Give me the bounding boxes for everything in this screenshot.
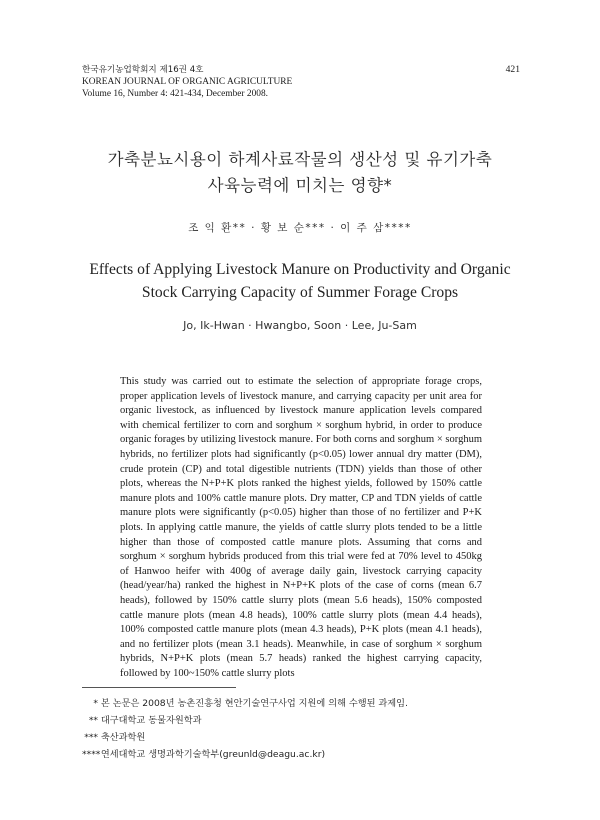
footnote-affiliation-1 — [82, 712, 408, 729]
footnote-mark: ** — [88, 715, 98, 726]
footnote-divider — [82, 687, 236, 688]
footnotes — [82, 695, 408, 763]
title-korean-line2: 사육능력에 미치는 영향* — [207, 176, 393, 195]
journal-volume: Volume 16, Number 4: 421-434, December 2008. — [82, 89, 268, 99]
title-english-line1: Effects of Applying Livestock Manure on Productivity and Organic — [89, 261, 511, 278]
journal-name-english: KOREAN JOURNAL OF ORGANIC AGRICULTURE — [82, 77, 293, 87]
title-english — [60, 258, 540, 304]
footnote-text: 연세대학교 생명과학기술학부(greunld@deagu.ac.kr) — [100, 749, 326, 760]
title-english-line2: Stock Carrying Capacity of Summer Forage Crops — [141, 284, 459, 301]
footnote-funding — [82, 695, 408, 712]
authors-english: Jo, Ik-Hwan · Hwangbo, Soon · Lee, Ju-Sam — [183, 319, 417, 332]
authors-korean: 조 익 환** · 황 보 순*** · 이 주 삼**** — [188, 222, 412, 234]
footnote-affiliation-3 — [82, 746, 408, 763]
page-number: 421 — [505, 64, 520, 75]
footnote-mark: *** — [84, 732, 98, 743]
footnote-text: 대구대학교 동물자원학과 — [100, 715, 202, 726]
title-korean — [0, 147, 600, 199]
footnote-mark: **** — [82, 749, 101, 760]
footnote-text: 본 논문은 2008년 농촌진흥청 현안기술연구사업 지원에 의해 수행된 과제임. — [100, 698, 408, 709]
journal-header — [82, 64, 292, 100]
footnote-mark: * — [93, 698, 98, 709]
abstract-text: This study was carried out to estimate the selection of appropriate forage crops, proper application levels of livestock manure, and carrying capacity per unit area for organic livestock, as influenced by livestock manure application levels compared with chemical fertilizer to corn and sorghum × sorghum hybrid, in order to produce organic forages by utilizing livestock manure. For both corns and sorghum × sorghum hybrids, no fertilizer plots had significantly (p<0.05) lower annual dry matter (DM), crude protein (CP) and total digestible nutrients (TDN) yields than those of other plots, whereas the N+P+K plots ranked the highest yields, followed by 150% cattle manure plots and 100% cattle manure plots. Dry matter, CP and TDN yields of cattle manure plots were significantly (p<0.05) higher than those of no fertilizer and P+K plots. In applying cattle manure, the yields of cattle slurry plots tended to be a little higher than those of composted cattle manure plots. Assuming that corns and sorghum × sorghum hybrids produced from this trial were fed at 70% level to 450kg of Hanwoo heifer with 400g of average daily gain, livestock carrying capacity (head/year/ha) ranked the highest in N+P+K plots of the case of corns (mean 6.7 heads), followed by 150% cattle slurry plots (mean 5.6 heads), 150% composted cattle manure plots (mean 4.8 heads), 100% cattle slurry plots (mean 4.4 heads), 100% composted cattle manure plots (mean 4.3 heads), P+K plots (mean 4.1 heads), and no fertilizer plots (mean 3.1 heads). Meanwhile, in case of sorghum × sorghum hybrids, N+P+K plots (mean 5.7 heads) ranked the highest carrying capacity, followed by 100~150% cattle slurry plots — [120, 376, 482, 679]
title-korean-line1: 가축분뇨시용이 하계사료작물의 생산성 및 유기가축 — [107, 150, 493, 169]
footnote-affiliation-2 — [82, 729, 408, 746]
journal-name-korean: 한국유기농업학회지 제16권 4호 — [82, 65, 204, 75]
footnote-text: 축산과학원 — [100, 732, 146, 743]
